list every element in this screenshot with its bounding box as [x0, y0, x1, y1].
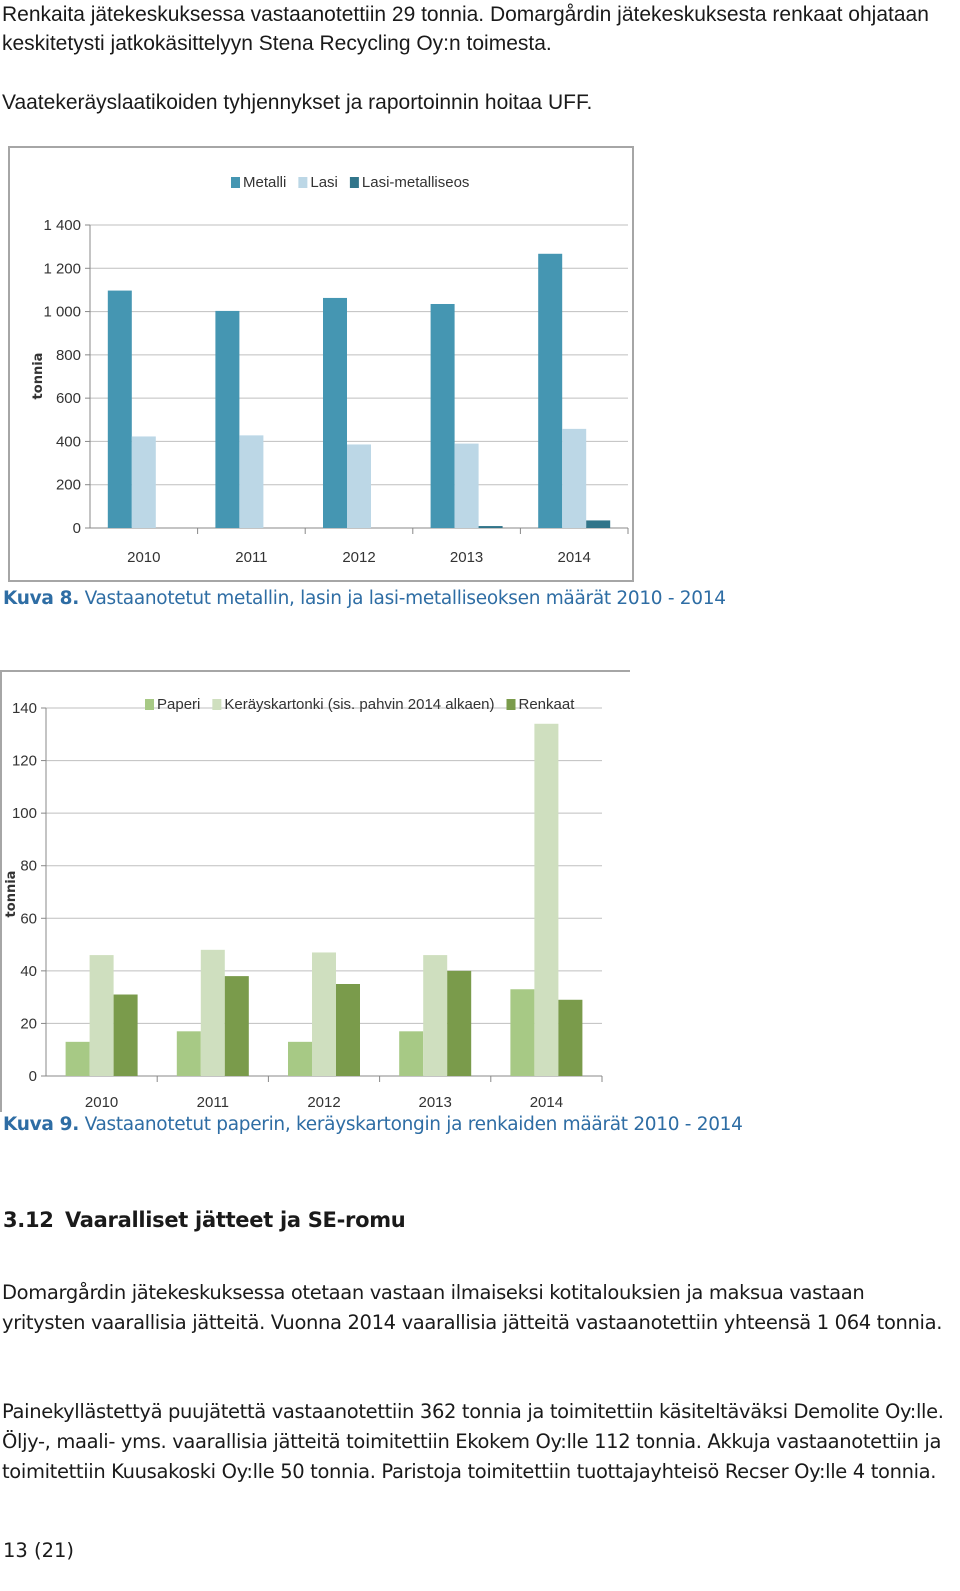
caption-text: Vastaanotetut metallin, lasin ja lasi-metalliseoksen määrät 2010 - 2014	[84, 588, 726, 609]
bar	[239, 435, 263, 528]
chart-metal-glass	[8, 146, 634, 582]
section-heading	[3, 1208, 405, 1232]
x-tick-label: 2013	[418, 1094, 452, 1111]
paragraph-hazardous-details: Painekyllästettyä puujätettä vastaanotettiin 362 tonnia ja toimitettiin käsiteltäväksi Demolite Oy:lle. Öljy-, maali- yms. vaarallisia jätteitä toimitettiin Ekokem Oy:lle 112 tonnia. Akkuja vastaanotettiin ja toimitettiin Kuusakoski Oy:lle 50 tonnia. Paristoja toimitettiin tuottajayhteisö Recser Oy:lle 4 tonnia.	[2, 1400, 944, 1483]
caption-text: Vastaanotetut paperin, keräyskartongin ja renkaiden määrät 2010 - 2014	[84, 1114, 743, 1135]
x-tick-label: 2012	[307, 1094, 341, 1111]
legend-label: Renkaat	[518, 696, 575, 713]
legend-label: Lasi	[310, 174, 338, 191]
x-tick-label: 2014	[557, 549, 591, 566]
legend-label: Metalli	[243, 174, 287, 191]
x-tick-label: 2011	[235, 549, 268, 566]
page-number: 13 (21)	[3, 1539, 75, 1562]
y-tick-label: 20	[20, 1015, 37, 1033]
bar	[534, 724, 558, 1076]
legend-swatch	[212, 699, 221, 710]
x-tick-label: 2010	[127, 549, 161, 566]
bar	[510, 989, 534, 1076]
bar	[336, 984, 360, 1076]
x-tick-label: 2011	[196, 1094, 229, 1111]
bar	[225, 976, 249, 1076]
bar	[132, 436, 156, 528]
chart-metal-glass-svg	[10, 148, 636, 584]
x-tick-label: 2010	[84, 1094, 119, 1111]
bar	[177, 1031, 201, 1076]
bar	[455, 444, 479, 528]
legend-swatch	[145, 699, 154, 710]
figure-caption-8	[3, 588, 726, 609]
y-tick-label: 0	[72, 520, 81, 537]
legend-swatch	[350, 177, 359, 188]
bar	[288, 1042, 312, 1076]
bar	[586, 520, 610, 528]
bar	[201, 950, 225, 1076]
x-tick-label: 2013	[449, 549, 484, 566]
y-tick-label: 40	[20, 962, 37, 980]
caption-label: Kuva 8.	[3, 588, 79, 609]
y-tick-label: 200	[55, 476, 81, 494]
figure-caption-9	[3, 1114, 743, 1135]
bar	[114, 995, 138, 1076]
paragraph-clothing: Vaatekeräyslaatikoiden tyhjennykset ja raportoinnin hoitaa UFF.	[2, 91, 593, 114]
legend-label: Keräyskartonki (sis. pahvin 2014 alkaen)	[224, 696, 495, 713]
y-tick-label: 800	[55, 346, 81, 364]
y-tick-label: 140	[11, 700, 37, 717]
section-number: 3.12	[3, 1208, 54, 1232]
y-tick-label: 1 400	[43, 217, 81, 234]
bar	[215, 311, 239, 528]
bar	[538, 254, 562, 528]
y-tick-label: 1 200	[43, 260, 81, 278]
bar	[66, 1042, 90, 1076]
caption-label: Kuva 9.	[3, 1114, 79, 1135]
bar	[423, 955, 447, 1076]
bar	[312, 952, 336, 1076]
chart-paper-cardboard-tires	[0, 670, 630, 1112]
y-tick-label: 1 000	[43, 303, 81, 321]
bar	[558, 1000, 582, 1076]
y-axis-label: tonnia	[31, 352, 46, 400]
x-tick-label: 2014	[529, 1094, 564, 1111]
bar	[447, 971, 471, 1076]
bar	[90, 955, 114, 1076]
bar	[399, 1031, 423, 1076]
bar	[323, 298, 347, 528]
y-tick-label: 60	[20, 910, 37, 928]
chart-paper-cardboard-tires-svg	[2, 672, 632, 1114]
bar	[431, 304, 455, 528]
bar	[347, 444, 371, 528]
y-tick-label: 80	[20, 857, 37, 875]
x-tick-label: 2012	[342, 549, 376, 566]
legend-label: Lasi-metalliseos	[361, 174, 470, 191]
paragraph-hazardous-intro: Domargårdin jätekeskuksessa otetaan vastaan ilmaiseksi kotitalouksien ja maksua vastaan yritysten vaarallisia jätteitä. Vuonna 2014 vaarallisia jätteitä vastaanotettiin yhteensä 1 064 tonnia.	[2, 1281, 943, 1334]
bar	[562, 429, 586, 528]
y-axis-label: tonnia	[4, 870, 19, 918]
legend-swatch	[231, 177, 240, 188]
y-tick-label: 120	[11, 752, 37, 770]
y-tick-label: 600	[55, 390, 81, 408]
y-tick-label: 0	[28, 1068, 37, 1085]
legend-swatch	[507, 699, 516, 710]
legend-label: Paperi	[157, 696, 201, 713]
paragraph-tires: Renkaita jätekeskuksessa vastaanotettiin 29 tonnia. Domargårdin jätekeskuksesta renkaat ohjataan keskitetysti jatkokäsittelyyn Stena Recycling Oy:n toimesta.	[2, 3, 929, 55]
y-tick-label: 400	[55, 433, 81, 451]
legend-swatch	[298, 177, 307, 188]
section-title: Vaaralliset jätteet ja SE-romu	[65, 1208, 406, 1232]
y-tick-label: 100	[11, 805, 37, 823]
bar	[479, 526, 503, 528]
bar	[108, 291, 132, 528]
